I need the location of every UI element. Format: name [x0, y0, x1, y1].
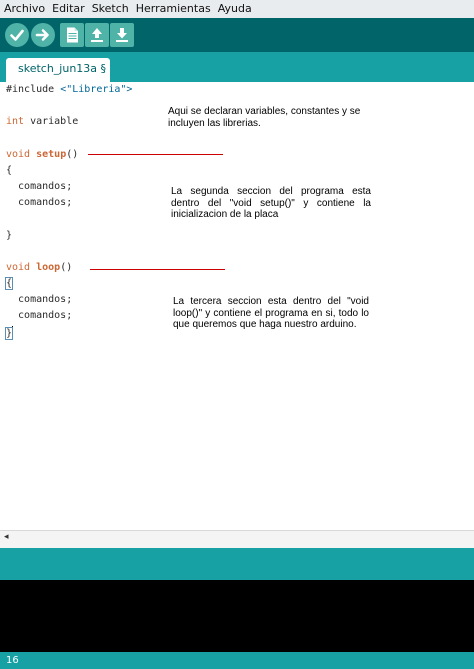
- void-keyword-loop: void: [6, 262, 31, 273]
- open-icon: [85, 23, 109, 47]
- menu-archivo[interactable]: Archivo: [4, 2, 46, 15]
- menu-editar[interactable]: Editar: [52, 2, 85, 15]
- console-output: [0, 580, 474, 652]
- menu-bar: [0, 0, 474, 18]
- horizontal-scrollbar[interactable]: [0, 530, 474, 548]
- matched-brace-open: {: [6, 278, 13, 289]
- new-icon: [60, 23, 84, 47]
- save-button[interactable]: [110, 23, 134, 47]
- upload-icon: [31, 23, 55, 47]
- save-icon: [110, 23, 134, 47]
- open-button[interactable]: [85, 23, 109, 47]
- upload-button[interactable]: [31, 23, 55, 47]
- menu-sketch[interactable]: Sketch: [91, 2, 129, 15]
- note-libraries: Aqui se declaran variables, constantes y se incluyen las librerias.: [168, 106, 361, 129]
- note-setup: La segunda seccion del programa esta dentro del "void setup()" y contiene la inicializacion de la placa: [171, 186, 371, 220]
- setup-annotation-line: [88, 154, 223, 155]
- setup-parens: (): [66, 149, 79, 160]
- code-line-void-setup: [6, 149, 78, 161]
- line-number: 16: [6, 655, 19, 666]
- loop-annotation-line: [90, 269, 225, 270]
- toolbar: [0, 18, 474, 52]
- int-variable: variable: [24, 116, 79, 127]
- text-caret: [12, 326, 13, 337]
- line-number-footer: [0, 652, 474, 669]
- code-line-loop-close: [6, 326, 13, 340]
- code-line-setup-cmd2: comandos;: [6, 197, 73, 208]
- tab-strip: [0, 52, 474, 82]
- code-line-void-loop: [6, 262, 72, 274]
- code-line-setup-open: {: [6, 165, 13, 176]
- menu-herramientas[interactable]: Herramientas: [135, 2, 211, 15]
- new-button[interactable]: [60, 23, 84, 47]
- scroll-left-icon[interactable]: ◂: [4, 532, 9, 542]
- void-keyword: void: [6, 149, 31, 160]
- include-string: <"Libreria">: [60, 84, 133, 95]
- int-keyword: int: [6, 116, 25, 127]
- matched-brace-close: }: [6, 328, 13, 339]
- code-line-setup-cmd1: comandos;: [6, 181, 73, 192]
- status-panel: [0, 548, 474, 580]
- code-editor[interactable]: [0, 82, 474, 530]
- verify-button[interactable]: [5, 23, 29, 47]
- include-keyword: #include: [6, 84, 55, 95]
- code-line-int: [6, 116, 78, 128]
- loop-parens: (): [60, 262, 73, 273]
- tab-sketch[interactable]: sketch_jun13a §: [6, 58, 110, 82]
- verify-icon: [5, 23, 29, 47]
- code-line-loop-cmd1: comandos;: [6, 294, 73, 305]
- code-line-loop-open: [6, 278, 12, 290]
- setup-function: setup: [36, 149, 67, 160]
- code-line-include: [6, 84, 132, 96]
- menu-ayuda[interactable]: Ayuda: [217, 2, 252, 15]
- code-line-loop-cmd2: comandos;: [6, 310, 73, 321]
- code-line-setup-close: }: [6, 230, 13, 241]
- loop-function: loop: [36, 262, 61, 273]
- note-loop: La tercera seccion esta dentro del "void loop()" y contiene el programa en si, todo lo que queremos que haga nuestro arduino.: [173, 296, 369, 330]
